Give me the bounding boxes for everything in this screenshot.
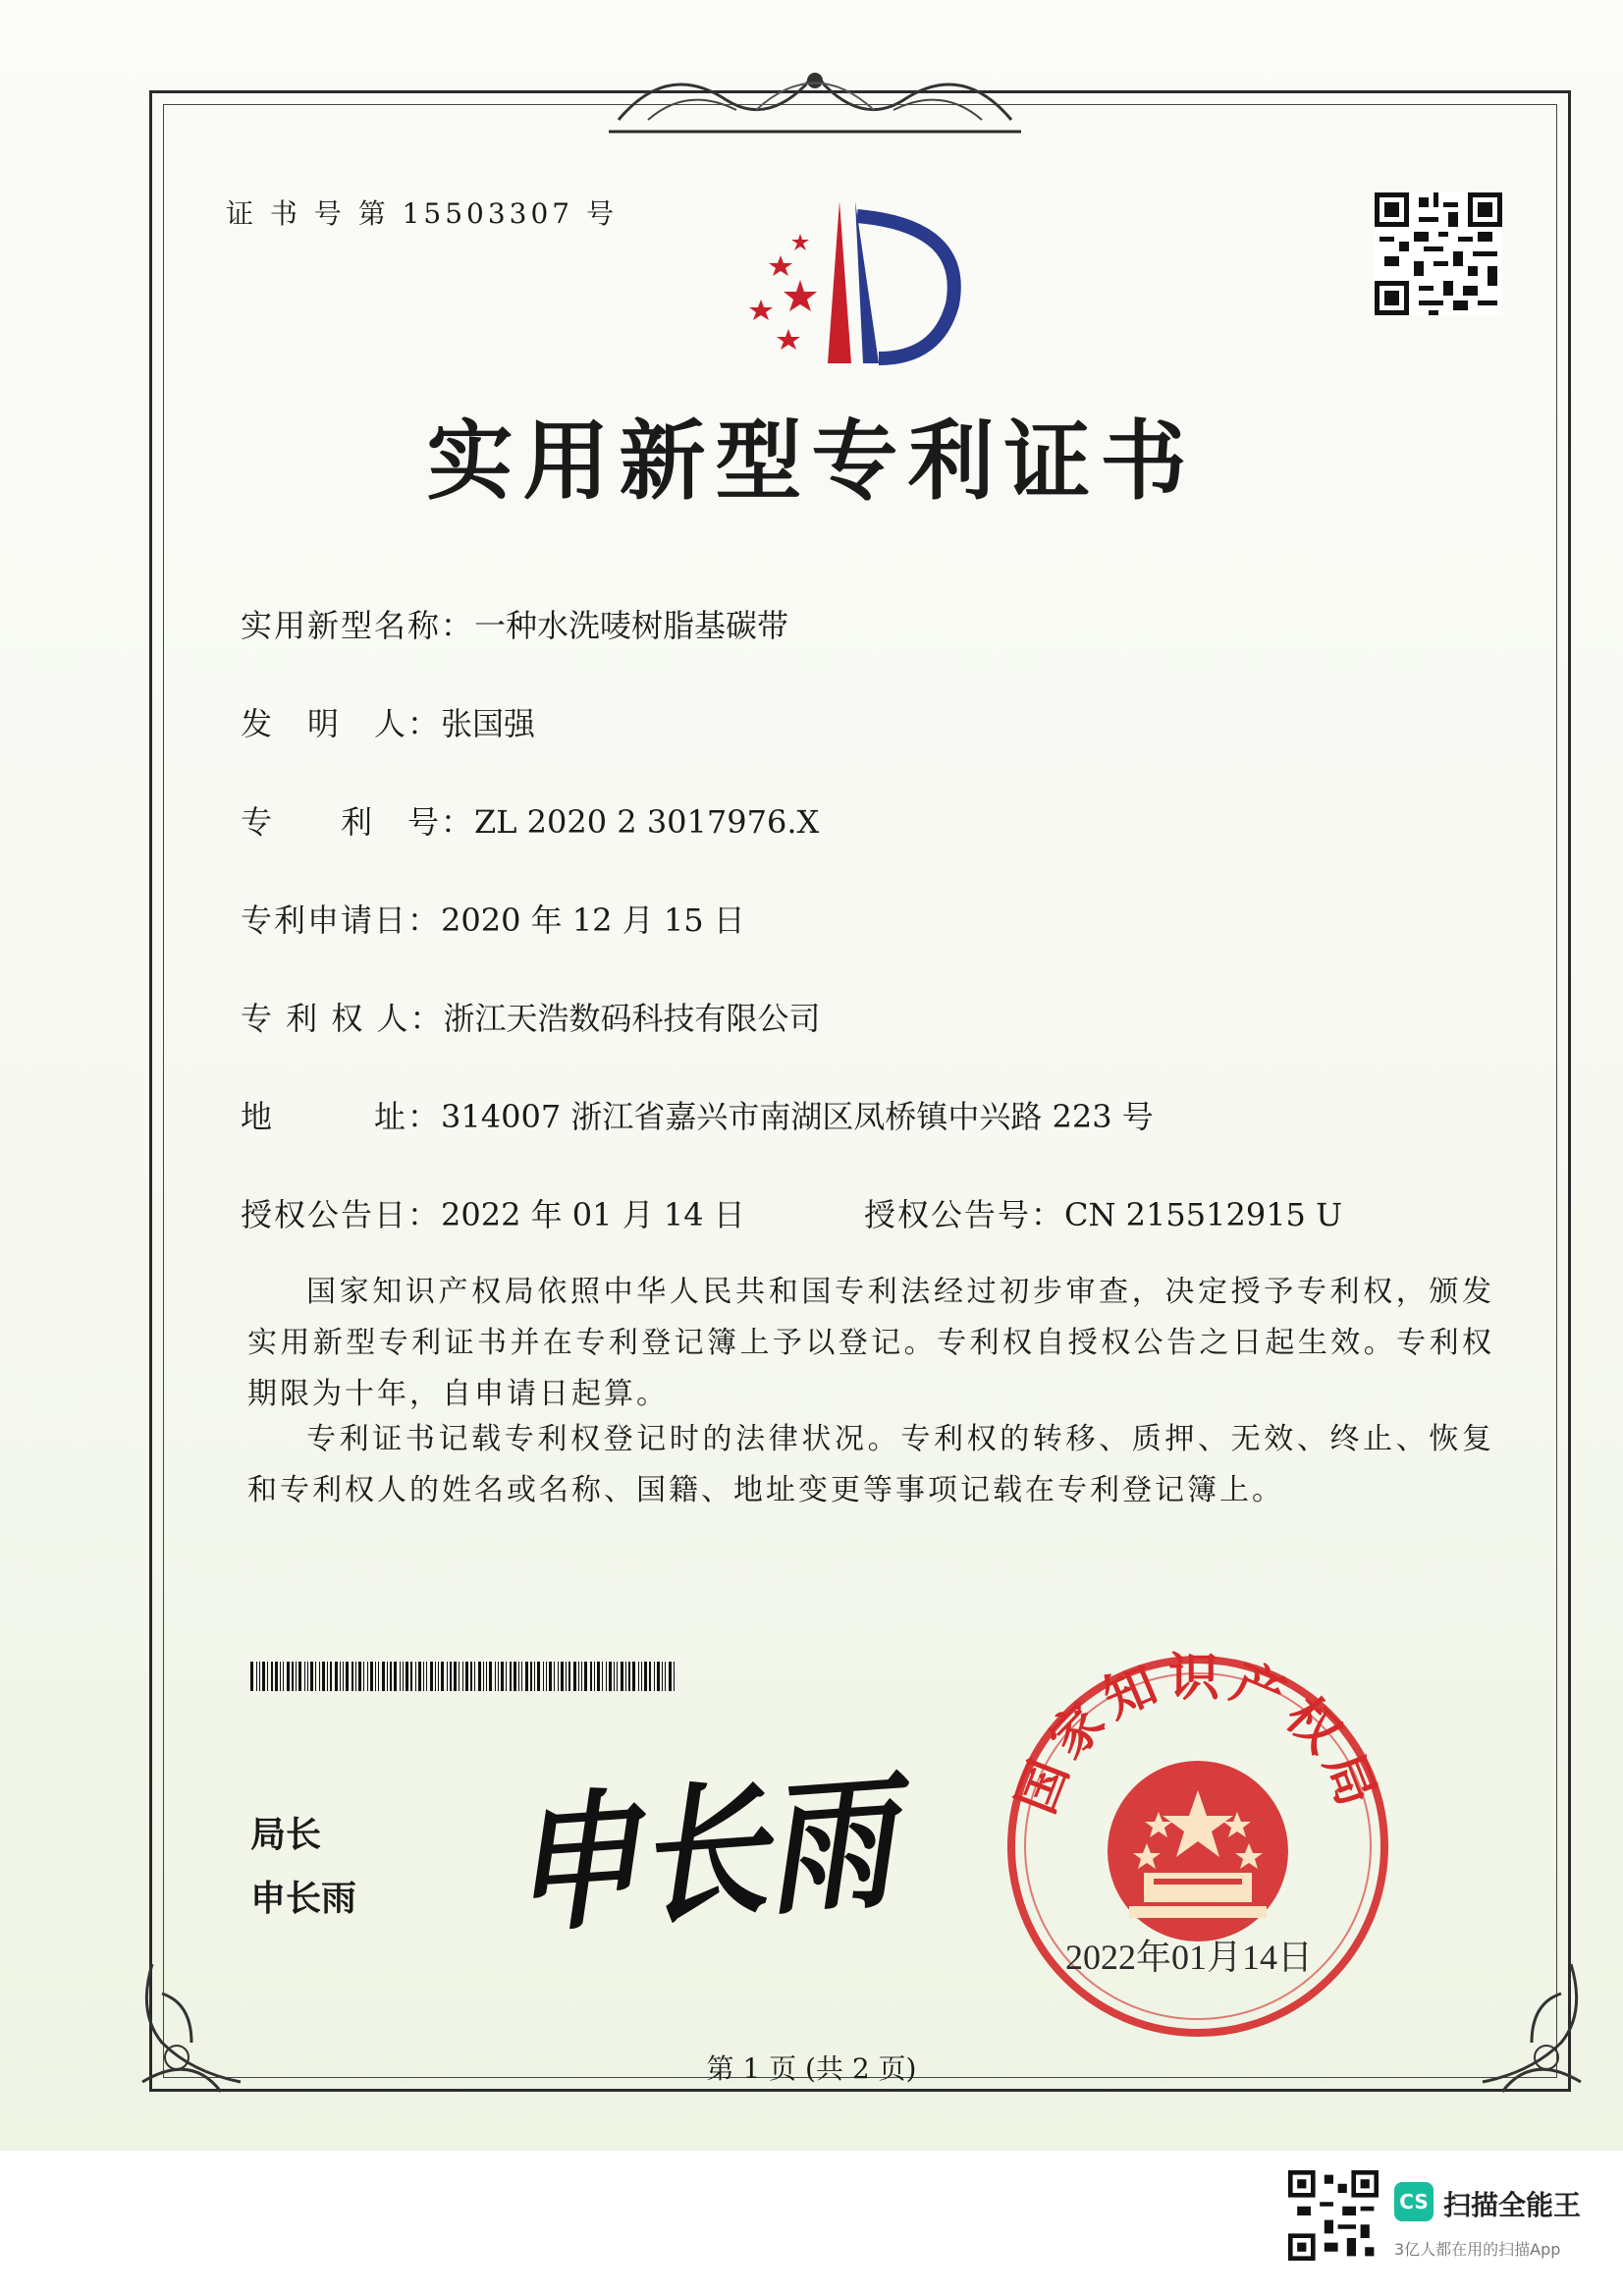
field-label: 专 利 权 人：: [241, 1000, 444, 1037]
field-apply-date: [241, 896, 745, 941]
paragraph-grant: 国家知识产权局依照中华人民共和国专利法经过初步审查，决定授予专利权，颁发实用新型专利证书并在专利登记簿上予以登记。专利权自授权公告之日起生效。专利权期限为十年，自申请日起算。: [247, 1275, 1494, 1411]
field-label: 发 明 人：: [241, 705, 442, 742]
field-grant-no: [864, 1190, 1342, 1235]
inventor-name: 张国强: [441, 705, 536, 742]
director-name: 申长雨: [250, 1879, 357, 1919]
application-date: 2020 年 12 月 15 日: [441, 902, 745, 939]
field-grant-date: [241, 1190, 745, 1235]
patentee-name: 浙江天浩数码科技有限公司: [443, 1000, 821, 1037]
director-signature: [505, 1750, 958, 1954]
field-label: 实用新型名称：: [241, 607, 475, 644]
certificate-number: 证 书 号 第 15503307 号: [226, 197, 619, 230]
grant-number: CN 215512915 U: [1064, 1196, 1343, 1233]
director-title: 局长: [250, 1815, 322, 1855]
scanner-badge: CS: [1394, 2182, 1434, 2221]
seal-text: 国家知识产权局: [1006, 1650, 1389, 1822]
field-name: [241, 601, 788, 646]
qr-code-icon: [1375, 192, 1502, 315]
scanner-qr-icon: [1288, 2170, 1379, 2261]
certificate-title: 实用新型专利证书: [426, 410, 1197, 512]
grant-date: 2022 年 01 月 14 日: [441, 1196, 745, 1233]
seal-date: 2022年01月14日: [1065, 1938, 1314, 1977]
field-label: 地 址：: [241, 1098, 442, 1135]
address-value: 314007 浙江省嘉兴市南湖区凤桥镇中兴路 223 号: [441, 1098, 1154, 1135]
field-label: 专 利 号：: [241, 803, 475, 841]
scanner-tagline: 3亿人都在用的扫描App: [1394, 2240, 1561, 2259]
utility-model-name: 一种水洗唛树脂基碳带: [474, 607, 789, 644]
field-label: 授权公告号：: [864, 1196, 1065, 1233]
barcode-icon: [250, 1662, 677, 1691]
patent-number: ZL 2020 2 3017976.X: [474, 803, 820, 841]
official-seal-icon: [1001, 1650, 1394, 2043]
field-label: 授权公告日：: [241, 1196, 442, 1233]
scanner-app-name: 扫描全能王: [1443, 2189, 1582, 2221]
cnipa-logo-icon: [731, 196, 977, 373]
field-inventor: [241, 699, 535, 744]
field-address: [241, 1092, 1154, 1137]
field-patentee: [241, 994, 821, 1039]
page-number: 第 1 页 (共 2 页): [706, 2052, 917, 2085]
top-ornament-icon: [609, 51, 1021, 136]
paragraph-legal: 专利证书记载专利权登记时的法律状况。专利权的转移、质押、无效、终止、恢复和专利权人的姓名或名称、国籍、地址变更等事项记载在专利登记簿上。: [247, 1422, 1494, 1507]
field-patent-no: [241, 797, 819, 843]
signature-text: 申长雨: [505, 1750, 958, 1954]
field-label: 专利申请日：: [241, 902, 442, 939]
